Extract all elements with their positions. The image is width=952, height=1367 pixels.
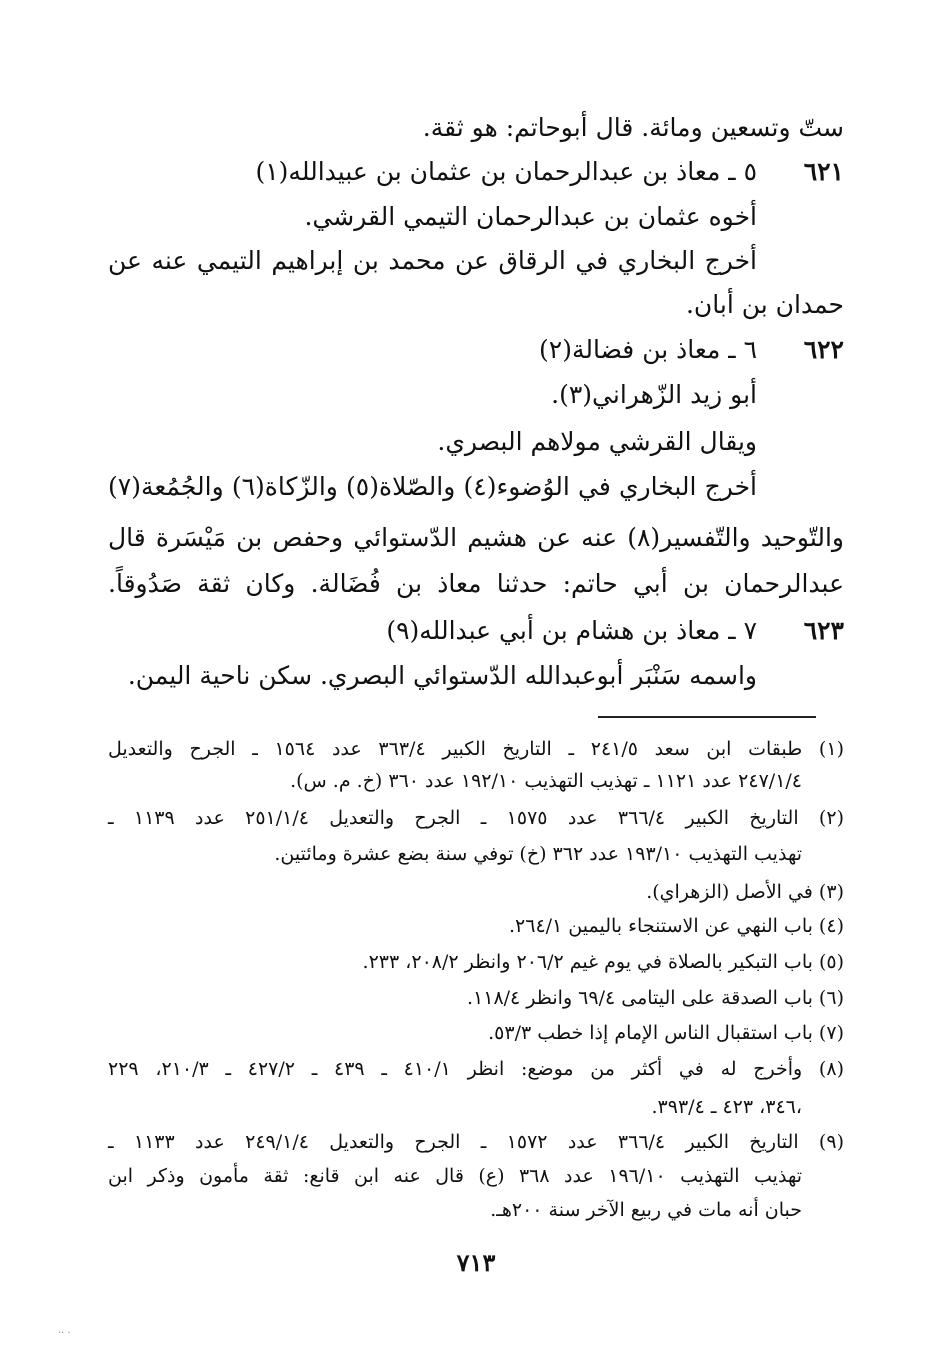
body-line: أخرج البخاري في الرقاق عن محمد بن إبراهيم التيمي عنه عن [108,246,757,275]
footnote-line: (٩) التاريخ الكبير ٣٦٦/٤ عدد ١٥٧٢ ـ الجرح والتعديل ٢٤٩/١/٤ عدد ١١٣٣ ـ [108,1131,844,1153]
body-line: عبدالرحمان بن أبي حاتم: حدثنا معاذ بن فُضَالة. وكان ثقة صَدُوقاً. [108,569,844,598]
entry-heading: ٥ ـ معاذ بن عبدالرحمان بن عثمان بن عبيدالله(١) [255,157,757,186]
body-line: أخوه عثمان بن عبدالرحمان التيمي القرشي. [304,202,757,231]
footnote-line: (١) طبقات ابن سعد ٢٤١/٥ ـ التاريخ الكبير ٣٦٣/٤ عدد ١٥٦٤ ـ الجرح والتعديل [108,738,844,760]
footnote-line: حبان أنه مات في ربيع الآخر سنة ٢٠٠هـ. [490,1199,802,1221]
footnote-line: (٥) باب التبكير بالصلاة في يوم غيم ٢٠٦/٢ وانظر ٢٠٨/٢، ٢٣٣. [362,951,844,973]
footnote-line: (٨) وأخرج له في أكثر من موضع: انظر ٤١٠/١ ـ ٤٣٩ ـ ٤٢٧/٢ ـ ٢١٠/٣، ٢٢٩ [108,1058,844,1080]
footnote-line: (٢) التاريخ الكبير ٣٦٦/٤ عدد ١٥٧٥ ـ الجرح والتعديل ٢٥١/١/٤ عدد ١١٣٩ ـ [108,807,844,829]
body-line: واسمه سَنْبَر أبوعبدالله الدّستوائي البصري. سكن ناحية اليمن. [127,661,757,690]
body-line: ويقال القرشي مولاهم البصري. [437,427,757,456]
footnote-line: (٤) باب النهي عن الاستنجاء باليمين ٢٦٤/١. [508,915,844,937]
footnote-line: تهذيب التهذيب ١٩٣/١٠ عدد ٣٦٢ (خ) توفي سنة بضع عشرة ومائتين. [274,843,802,865]
footnote-line: تهذيب التهذيب ١٩٦/١٠ عدد ٣٦٨ (ع) قال عنه ابن قانع: ثقة مأمون وذكر ابن [108,1165,802,1187]
footnote-line: (٦) باب الصدقة على اليتامى ٦٩/٤ وانظر ١١٨/٤. [466,987,844,1009]
footnote-line: (٧) باب استقبال الناس الإمام إذا خطب ٥٣/٣. [488,1022,844,1044]
footnote-line: ٢٤٧/١/٤ عدد ١١٢١ ـ تهذيب التهذيب ١٩٢/١٠ عدد ٣٦٠ (خ. م. س). [290,770,802,792]
body-line: والتّوحيد والتّفسير(٨) عنه عن هشيم الدّستوائي وحفص بن مَيْسَرة قال [108,523,844,552]
entry-heading: ٧ ـ معاذ بن هشام بن أبي عبدالله(٩) [386,616,757,645]
entry-number: ٦٢١ [803,157,844,186]
page-number: ٧١٣ [456,1248,496,1277]
body-line: حمدان بن أبان. [685,290,844,319]
footnote-separator [598,716,816,718]
footnote-line: ،٣٤٦، ٤٢٣ ـ ٣٩٣/٤. [651,1096,802,1118]
entry-heading: ٦ ـ معاذ بن فضالة(٢) [539,335,757,364]
corner-mark: ·· · [58,1328,71,1339]
entry-number: ٦٢٣ [803,616,844,645]
entry-number: ٦٢٢ [803,335,844,364]
footnote-line: (٣) في الأصل (الزهراي). [646,881,844,903]
body-line: ستّ وتسعين ومائة. قال أبوحاتم: هو ثقة. [422,113,844,142]
body-line: أبو زيد الزّهراني(٣). [551,380,757,409]
body-line: أخرج البخاري في الوُضوء(٤) والصّلاة(٥) والزّكاة(٦) والجُمُعة(٧) [108,472,757,501]
